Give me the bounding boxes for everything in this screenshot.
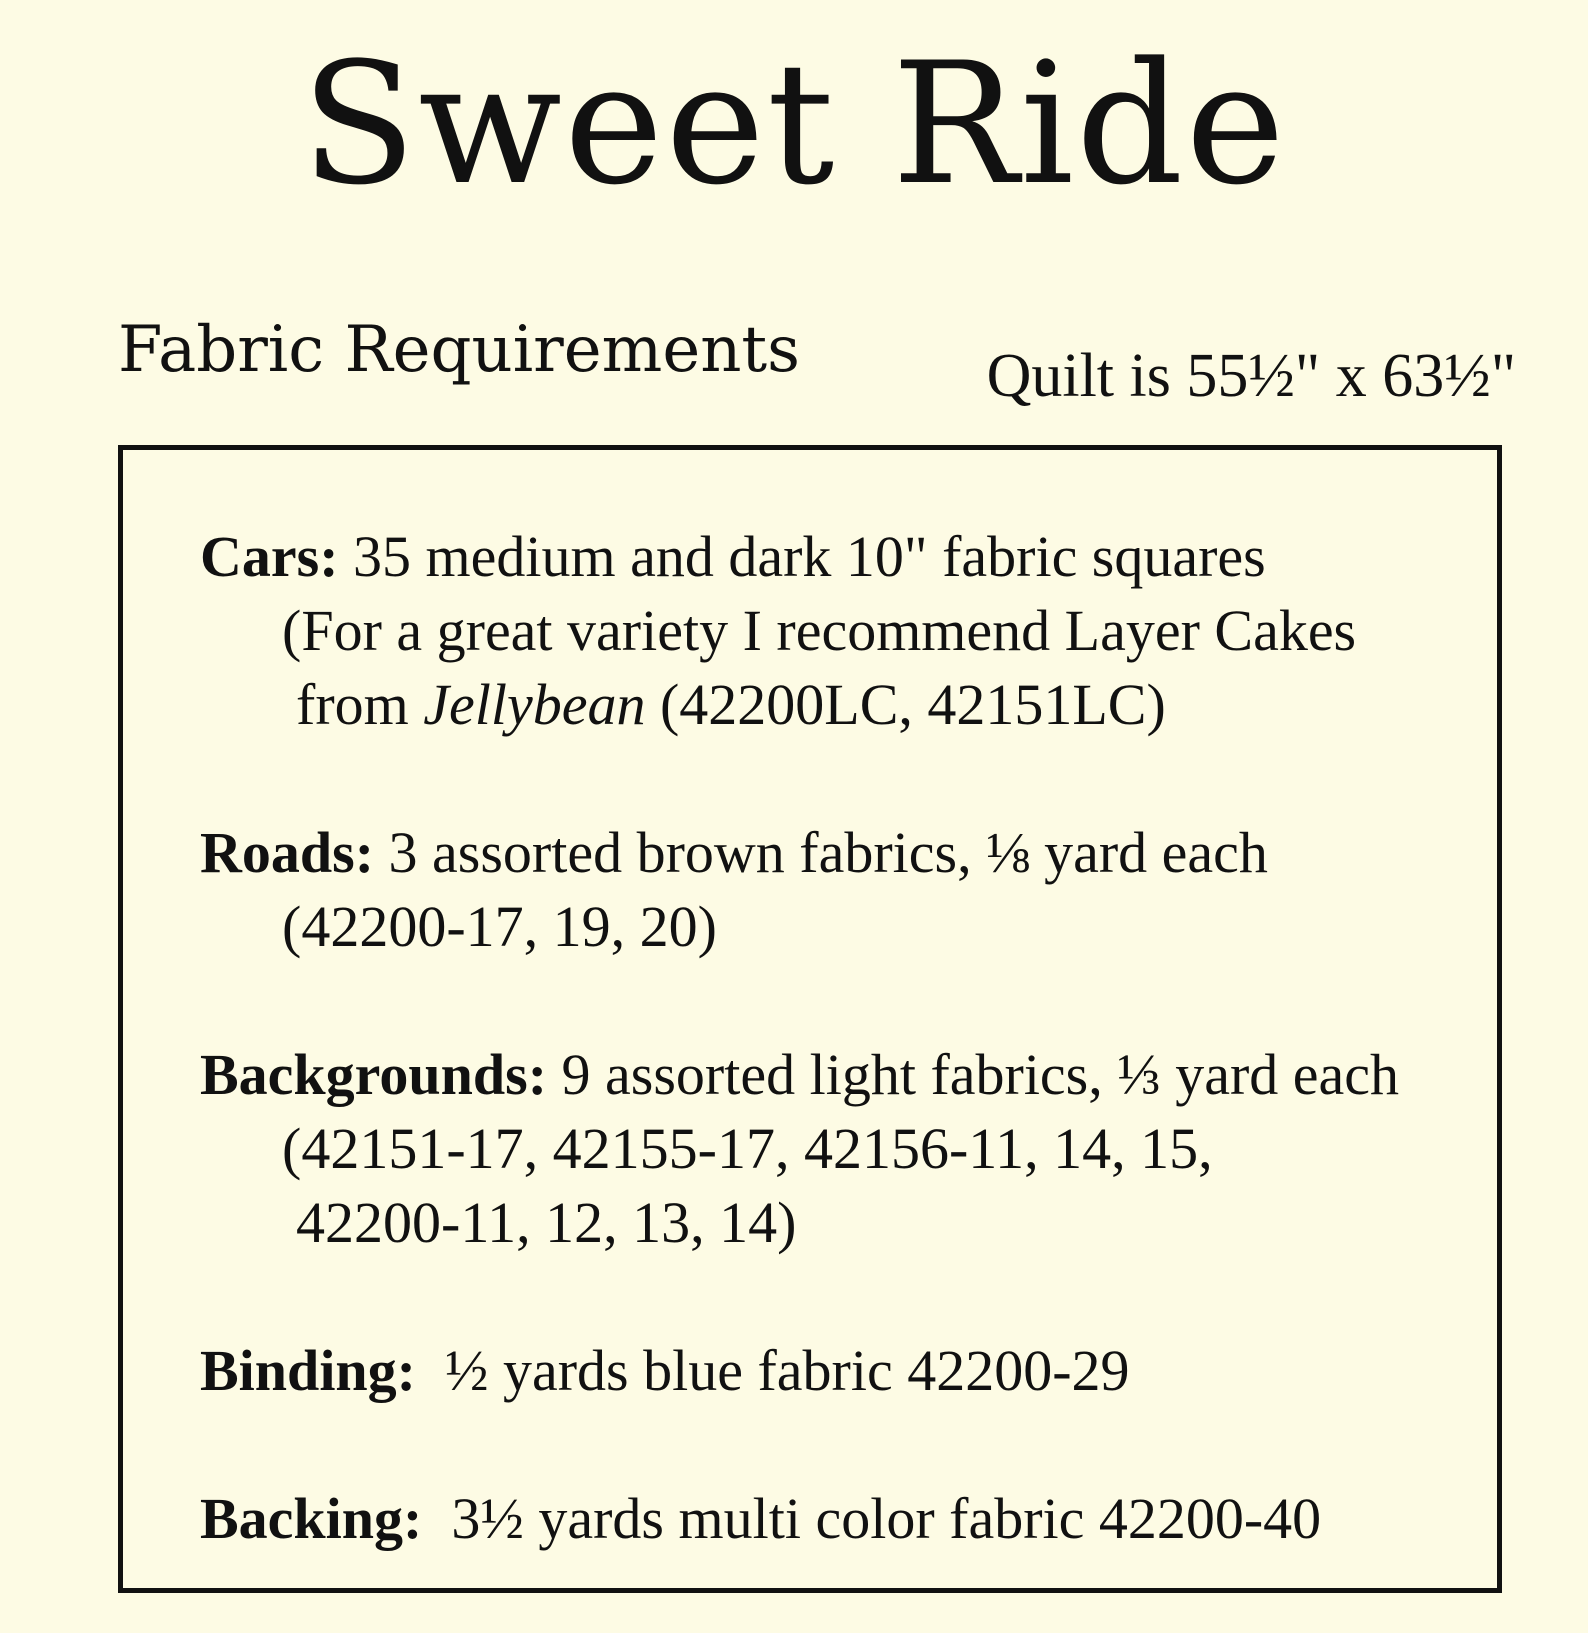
requirements-list [200, 520, 1490, 1556]
requirement-roads [200, 816, 1490, 964]
requirement-cars [200, 520, 1490, 742]
backgrounds-line-3: 42200-11, 12, 13, 14) [296, 1190, 797, 1255]
cars-line-3-prefix: from [296, 672, 424, 737]
cars-line-1 [200, 520, 1490, 594]
roads-line-2: (42200-17, 19, 20) [282, 894, 717, 959]
requirement-backing [200, 1482, 1490, 1556]
binding-label: Binding: [200, 1338, 416, 1403]
roads-label: Roads: [200, 820, 375, 885]
jellybean-collection-name: Jellybean [423, 672, 646, 737]
cars-line-3-suffix: (42200LC, 42151LC) [645, 672, 1166, 737]
binding-line-1 [200, 1334, 1490, 1408]
binding-quantity: ½ yards blue fabric 42200-29 [416, 1338, 1130, 1403]
section-heading: Fabric Requirements [118, 313, 800, 387]
roads-quantity: 3 assorted brown fabrics, ⅛ yard each [374, 820, 1268, 885]
cars-line-3 [200, 668, 1490, 742]
backing-label: Backing: [200, 1486, 423, 1551]
cars-quantity: 35 medium and dark 10" fabric squares [338, 524, 1266, 589]
backgrounds-label: Backgrounds: [200, 1042, 548, 1107]
quilt-size: Quilt is 55½" x 63½" [986, 342, 1516, 410]
roads-line-1 [200, 816, 1490, 890]
requirement-backgrounds [200, 1038, 1490, 1260]
backing-line-1 [200, 1482, 1490, 1556]
cars-label: Cars: [200, 524, 339, 589]
page-title: Sweet Ride [301, 26, 1287, 222]
backing-quantity: 3½ yards multi color fabric 42200-40 [422, 1486, 1322, 1551]
backgrounds-line-1 [200, 1038, 1490, 1112]
requirement-binding [200, 1334, 1490, 1408]
backgrounds-quantity: 9 assorted light fabrics, ⅓ yard each [547, 1042, 1400, 1107]
cars-line-2: (For a great variety I recommend Layer Cakes [282, 598, 1357, 663]
backgrounds-line-2: (42151-17, 42155-17, 42156-11, 14, 15, [282, 1116, 1213, 1181]
